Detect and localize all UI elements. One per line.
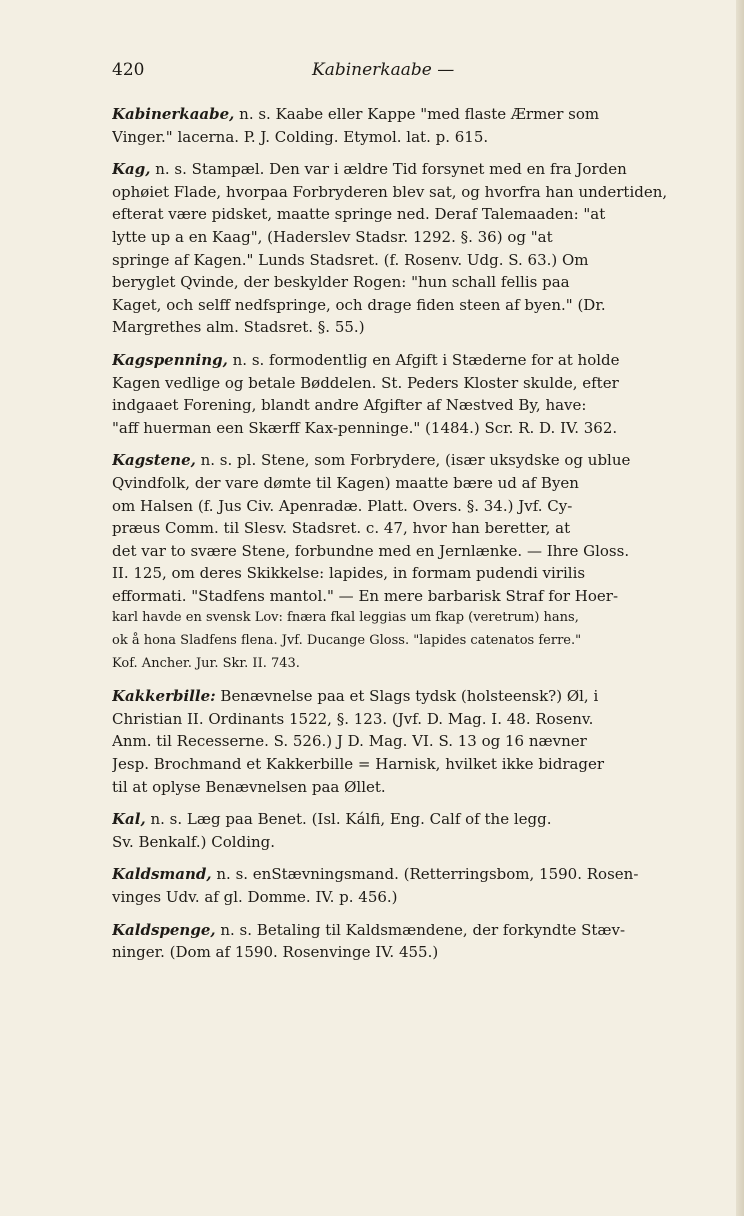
entry-line: springe af Kagen." Lunds Stadsret. (f. Rosenv. Udg. S. 63.) Om xyxy=(112,250,589,269)
entry-line: Margrethes alm. Stadsret. §. 55.) xyxy=(112,318,365,337)
entry-kabinerkaabe xyxy=(112,103,710,148)
entry-line: Qvindfolk, der vare dømte til Kagen) maatte bære ud af Byen xyxy=(112,473,579,492)
running-head: Kabinerkaabe — xyxy=(312,60,455,80)
entry-line: ninger. (Dom af 1590. Rosenvinge IV. 455.) xyxy=(112,943,439,962)
entry-line: II. 125, om deres Skikkelse: lapides, in formam pudendi virilis xyxy=(112,564,586,583)
entry-line: Kal, n. s. Læg paa Benet. (Isl. Kálfi, Eng. Calf of the legg. xyxy=(112,810,552,829)
entry-line: indgaaet Forening, blandt andre Afgifter af Næstved By, have: xyxy=(112,396,587,415)
entry-footnote-line: ok å hona Sladfens flena. Jvf. Ducange Gloss. "lapides catenatos ferre." xyxy=(112,633,582,649)
headword: Kakkerbille: xyxy=(112,687,216,706)
dictionary-body xyxy=(112,103,710,974)
headword: Kag, xyxy=(112,160,151,179)
entry-line: til at oplyse Benævnelsen paa Øllet. xyxy=(112,777,386,796)
page-header xyxy=(112,60,632,86)
headword: Kaldsmand, xyxy=(112,865,212,884)
entry-kal xyxy=(112,808,710,853)
entry-line: vinges Udv. af gl. Domme. IV. p. 456.) xyxy=(112,888,398,906)
entry-line: Jesp. Brochmand et Kakkerbille = Harnisk, hvilket ikke bidrager xyxy=(112,755,605,774)
entry-line: præus Comm. til Slesv. Stadsret. c. 47, hvor han beretter, at xyxy=(112,519,571,538)
entry-line: Anm. til Recesserne. S. 526.) J D. Mag. VI. S. 13 og 16 nævner xyxy=(112,732,587,751)
entry-footnote-line: karl havde en svensk Lov: fnæra fkal leggias um fkap (veretrum) hans, xyxy=(112,610,579,626)
entry-line: Kakkerbille: Benævnelse paa et Slags tydsk (holsteensk?) Øl, i xyxy=(112,687,599,706)
page-number: 420 xyxy=(112,60,145,80)
headword: Kaldspenge, xyxy=(112,920,216,939)
entry-line: Kaget, och selff nedfspringe, och drage fiden steen af byen." (Dr. xyxy=(112,295,606,314)
entry-footnote-line: Kof. Ancher. Jur. Skr. II. 743. xyxy=(112,655,300,671)
entry-line: beryglet Qvinde, der beskylder Rogen: "hun schall fellis paa xyxy=(112,273,570,292)
entry-line: Sv. Benkalf.) Colding. xyxy=(112,832,276,851)
entry-kagspenning xyxy=(112,349,710,439)
headword: Kagspenning, xyxy=(112,350,228,369)
entry-line: Christian II. Ordinants 1522, §. 123. (Jvf. D. Mag. I. 48. Rosenv. xyxy=(112,709,594,728)
headword: Kal, xyxy=(112,810,146,829)
entry-line: Kag, n. s. Stampæl. Den var i ældre Tid forsynet med en fra Jorden xyxy=(112,160,627,179)
entry-line: Vinger." lacerna. P. J. Colding. Etymol. lat. p. 615. xyxy=(112,127,489,146)
entry-line: "aff huerman een Skærff Kax-penninge." (1484.) Scr. R. D. IV. 362. xyxy=(112,418,618,437)
entry-line: det var to svære Stene, forbundne med en Jernlænke. — Ihre Gloss. xyxy=(112,541,630,560)
headword: Kabinerkaabe, xyxy=(112,105,235,123)
entry-line: Kabinerkaabe, n. s. Kaabe eller Kappe "med flaste Ærmer som xyxy=(112,105,600,123)
entry-line: efterat være pidsket, maatte springe ned. Deraf Talemaaden: "at xyxy=(112,205,606,224)
entry-kaldsmand xyxy=(112,863,710,908)
entry-kagstene xyxy=(112,449,710,675)
entry-kag xyxy=(112,158,710,339)
entry-line: Kaldspenge, n. s. Betaling til Kaldsmændene, der forkyndte Stæv- xyxy=(112,920,626,939)
entry-line: om Halsen (f. Jus Civ. Apenradæ. Platt. Overs. §. 34.) Jvf. Cy- xyxy=(112,496,573,515)
entry-line: Kagstene, n. s. pl. Stene, som Forbrydere, (især uksydske og ublue xyxy=(112,451,631,470)
entry-line: Kagspenning, n. s. formodentlig en Afgift i Stæderne for at holde xyxy=(112,350,620,369)
entry-kakkerbille xyxy=(112,685,710,798)
entry-line: efformati. "Stadfens mantol." — En mere barbarisk Straf for Hoer- xyxy=(112,586,619,605)
entry-line: Kaldsmand, n. s. enStævningsmand. (Retterringsbom, 1590. Rosen- xyxy=(112,865,639,884)
page-edge xyxy=(736,0,744,1216)
entry-line: lytte up a en Kaag", (Haderslev Stadsr. 1292. §. 36) og "at xyxy=(112,227,553,246)
entry-line: Kagen vedlige og betale Bøddelen. St. Peders Kloster skulde, efter xyxy=(112,373,619,392)
entry-kaldspenge xyxy=(112,919,710,964)
entry-line: ophøiet Flade, hvorpaa Forbryderen blev sat, og hvorfra han undertiden, xyxy=(112,182,668,201)
headword: Kagstene, xyxy=(112,451,196,470)
